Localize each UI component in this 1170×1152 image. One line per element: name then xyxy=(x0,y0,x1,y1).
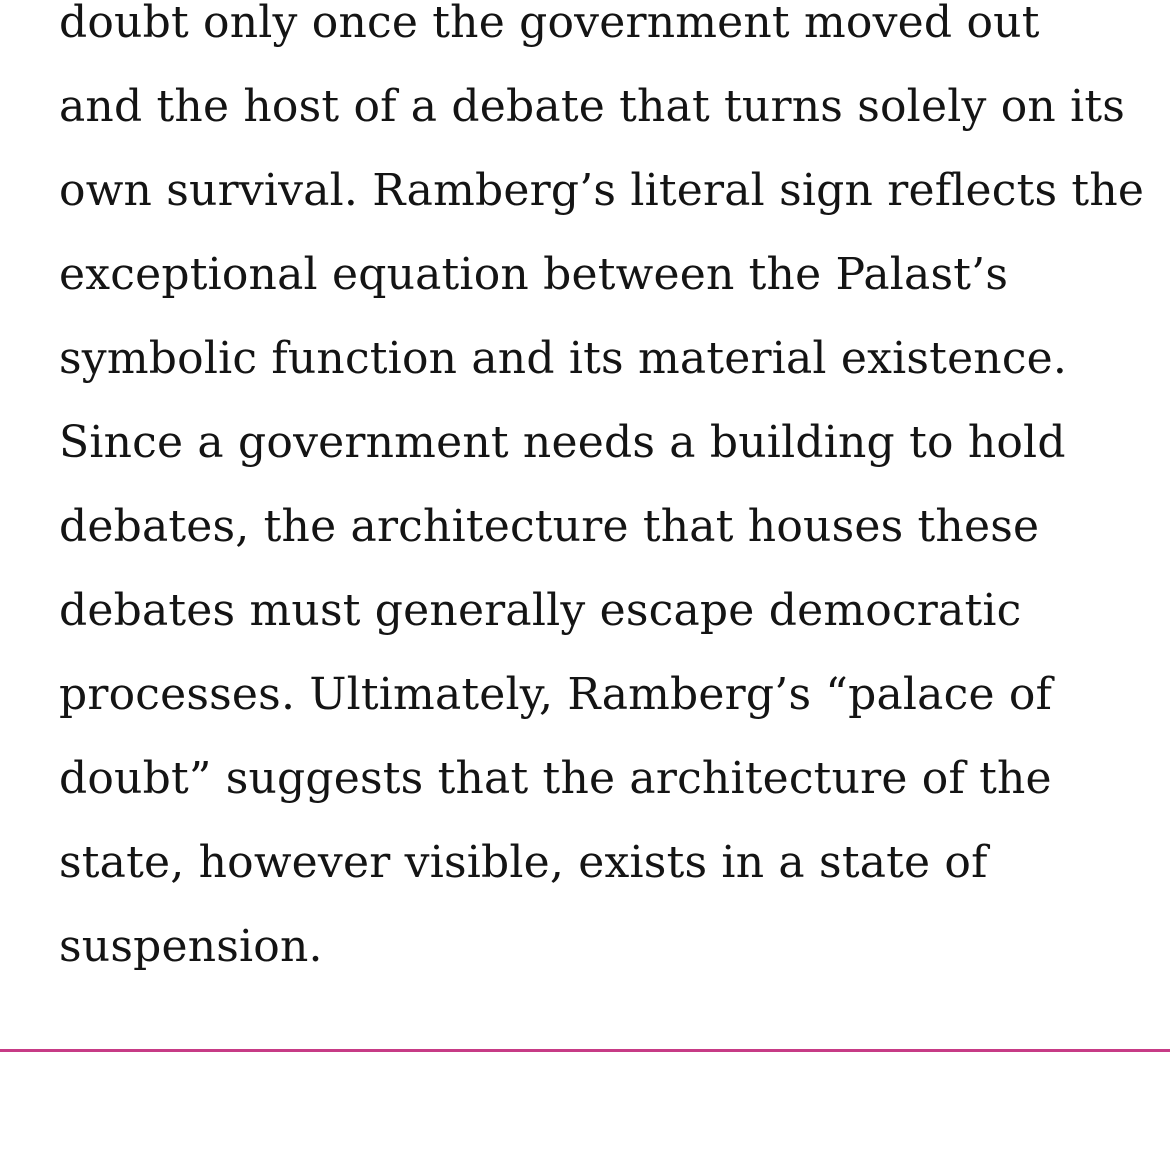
paragraph-line: debates, the architecture that houses these xyxy=(59,501,1040,552)
paragraph-line: symbolic function and its material existence. xyxy=(59,333,1068,384)
paragraph-line: doubt” suggests that the architecture of the xyxy=(59,753,1052,804)
section-divider xyxy=(0,1049,1170,1052)
paragraph-line: Since a government needs a building to hold xyxy=(59,417,1066,468)
article-body xyxy=(59,0,1145,989)
paragraph-line: debates must generally escape democratic xyxy=(59,585,1022,636)
paragraph-line: state, however visible, exists in a state of xyxy=(59,837,988,888)
paragraph-line: suspension. xyxy=(59,921,323,972)
paragraph-line: and the host of a debate that turns solely on its xyxy=(59,81,1126,132)
paragraph-line: exceptional equation between the Palast’s xyxy=(59,249,1009,300)
paragraph-line: doubt only once the government moved out xyxy=(59,0,1040,48)
paragraph-line: own survival. Ramberg’s literal sign reflects the xyxy=(59,165,1145,216)
paragraph-line: processes. Ultimately, Ramberg’s “palace of xyxy=(59,669,1053,720)
